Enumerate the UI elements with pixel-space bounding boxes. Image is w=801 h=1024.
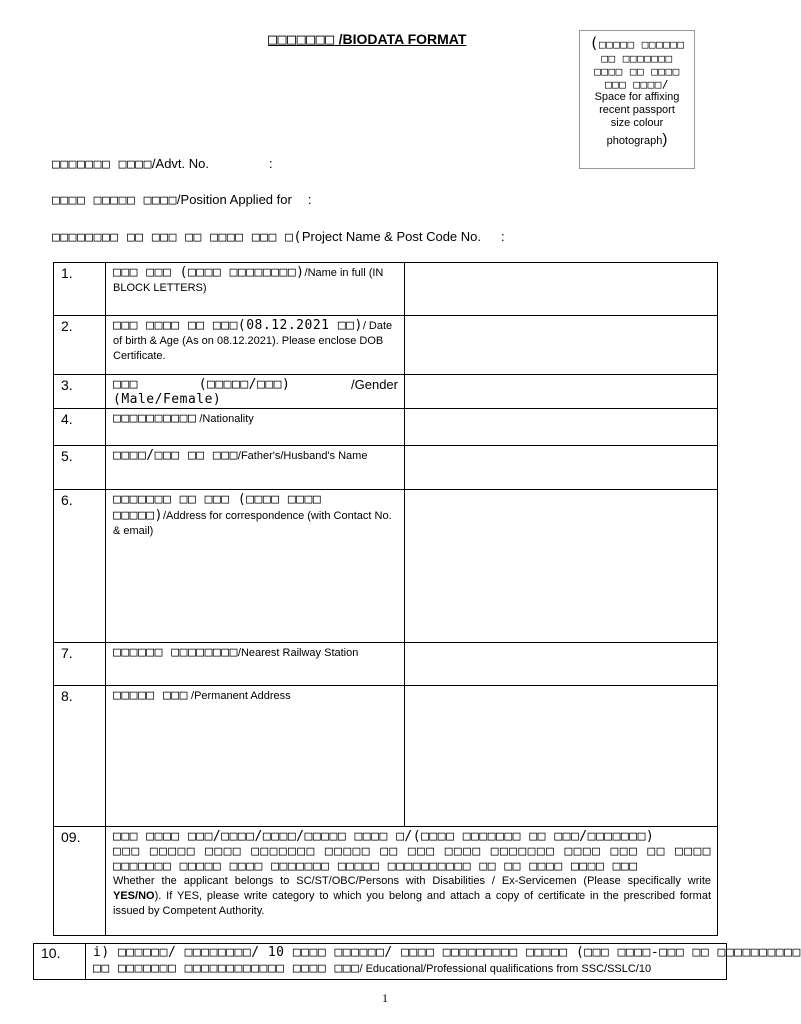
row-label	[106, 686, 405, 827]
row-label-hindi: □□□ □□□ (□□□□ □□□□□□□□)	[113, 265, 305, 280]
row-label-hindi: □□□□□□□ □□ □□□ (□□□□ □□□□ □□□□□)	[113, 492, 322, 523]
position-colon: :	[307, 192, 312, 207]
row-label-english: /Name in full (IN BLOCK LETTERS)	[113, 267, 384, 294]
row-label-hindi: □□□□/□□□ □□ □□□	[113, 448, 238, 463]
category-english-pre: Whether the applicant belongs to SC/ST/OBC/Persons with Disabilities / Ex-Servicemen (Please specifically write	[113, 875, 711, 887]
row-number: 8.	[54, 686, 106, 827]
photo-hindi-line-3: □□□□ □□ □□□□	[594, 65, 680, 78]
father-name-value-cell[interactable]	[405, 446, 718, 490]
qualification-english: / Educational/Professional qualifications from SSC/SSLC/10	[359, 963, 652, 975]
address-value-cell[interactable]	[405, 490, 718, 643]
advt-number-field	[52, 156, 273, 172]
category-hindi-line-1: □□□ □□□□ □□□/□□□□/□□□□/□□□□□ □□□□ □/(□□□□ □□□□□□□ □□ □□□/□□□□□□□)	[113, 829, 655, 844]
form-title	[268, 30, 466, 48]
row-number: 10.	[34, 944, 86, 980]
table-row	[54, 409, 718, 446]
row-label	[106, 375, 405, 409]
row-label	[106, 409, 405, 446]
gender-options-english: (Male/Female)	[113, 392, 222, 407]
dob-value-cell[interactable]	[405, 316, 718, 375]
position-english: /Position Applied for	[176, 192, 292, 207]
table-row	[54, 263, 718, 316]
advt-colon: :	[269, 156, 273, 171]
row-number: 5.	[54, 446, 106, 490]
row-label	[106, 263, 405, 316]
biodata-table	[53, 262, 718, 936]
photo-hindi-line-1: □□□□□ □□□□□□	[599, 38, 685, 51]
row-number: 4.	[54, 409, 106, 446]
row-number: 6.	[54, 490, 106, 643]
table-row	[54, 446, 718, 490]
photo-english-line-1: Space for affixing	[594, 91, 680, 103]
photo-english-line-3: size colour	[610, 117, 664, 129]
photo-open-paren: (	[589, 34, 600, 52]
category-hindi-line-2: □□□ □□□□□ □□□□ □□□□□□□ □□□□□ □□ □□□ □□□□ □□□□□□□ □□□□ □□□ □□ □□□□ □□□□□□□ □□□□□ □□□□ □□□□□□□ □□□□□ □□□□□□□□□□ □□ □□ □□□□ □□□□ □□□	[113, 844, 711, 874]
photo-hindi-line	[580, 34, 694, 52]
page-number: 1	[382, 991, 388, 1005]
row-label	[106, 446, 405, 490]
table-row	[54, 375, 718, 409]
row-label	[106, 316, 405, 375]
row-label	[106, 490, 405, 643]
qualification-line-2	[93, 961, 720, 977]
table-row	[54, 827, 718, 936]
category-english-post: ). If YES, please write category to which you belong and attach a copy of certificate in the prescribed format issued by Competent Authority.	[113, 890, 711, 917]
qualification-row-table	[33, 943, 801, 980]
row-number: 7.	[54, 643, 106, 686]
form-title-hindi: □□□□□□□	[268, 30, 335, 48]
table-row	[54, 643, 718, 686]
row-label-hindi: □□□□□□□□□□	[113, 411, 197, 426]
row-label-hindi: □□□□□ □□□	[113, 688, 188, 703]
category-question	[106, 827, 718, 936]
gender-line	[113, 377, 398, 392]
row-label-english: /Nearest Railway Station	[237, 647, 359, 659]
row-label-hindi: □□□□□□ □□□□□□□□	[113, 645, 238, 660]
gender-value-cell[interactable]	[405, 375, 718, 409]
advt-english: /Advt. No.	[151, 156, 209, 171]
photo-english-line-2: recent passport	[599, 104, 675, 116]
position-hindi: □□□□ □□□□□ □□□□	[52, 193, 177, 208]
railway-station-value-cell[interactable]	[405, 643, 718, 686]
row-label-english: /Permanent Address	[187, 690, 291, 702]
row-label-hindi: □□□ □□□□ □□ □□□(08.12.2021 □□)	[113, 318, 363, 333]
row-label-english: /Father's/Husband's Name	[237, 450, 368, 462]
category-english	[113, 874, 711, 919]
photo-hindi-line-4: □□□ □□□□/	[604, 78, 670, 91]
row-label-english: /Address for correspondence (with Contact No. & email)	[113, 510, 392, 537]
gender-english: /Gender	[351, 377, 398, 392]
photo-close-paren: )	[662, 131, 668, 148]
project-colon: :	[501, 229, 505, 244]
gender-hindi-options: (□□□□□/□□□)	[198, 377, 291, 392]
row-label-english: /Nationality	[196, 413, 254, 425]
row-label	[106, 643, 405, 686]
category-yes-no: YES/NO	[113, 890, 155, 902]
project-name-field	[52, 229, 505, 245]
project-hindi: □□□□□□□□ □□ □□□ □□ □□□□ □□□ □(	[52, 230, 302, 245]
form-title-english: /BIODATA FORMAT	[334, 31, 467, 47]
gender-hindi: □□□	[113, 377, 138, 392]
table-row	[54, 490, 718, 643]
qualification-label	[86, 944, 801, 980]
photo-english-line-4-wrap	[580, 133, 694, 148]
row-number: 2.	[54, 316, 106, 375]
row-number: 3.	[54, 375, 106, 409]
row-number: 09.	[54, 827, 106, 936]
position-applied-field	[52, 192, 311, 208]
table-row	[54, 316, 718, 375]
qualification-hindi-line-1: i) □□□□□□/ □□□□□□□□/ 10 □□□□ □□□□□□/ □□□□ □□□□□□□□□ □□□□□ (□□□ □□□□-□□□ □□ □□□□□□□□□□	[93, 945, 801, 960]
photo-english-line-4: photograph	[606, 135, 663, 147]
advt-hindi: □□□□□□□ □□□□	[52, 157, 152, 172]
nationality-value-cell[interactable]	[405, 409, 718, 446]
permanent-address-value-cell[interactable]	[405, 686, 718, 827]
project-english: Project Name & Post Code No.	[301, 229, 482, 244]
row-number: 1.	[54, 263, 106, 316]
table-row	[54, 686, 718, 827]
photo-box	[579, 30, 695, 169]
name-value-cell[interactable]	[405, 263, 718, 316]
photo-hindi-line-2: □□ □□□□□□□	[601, 52, 673, 65]
row-label-english: / Date of birth & Age (As on 08.12.2021). Please enclose DOB Certificate.	[113, 320, 393, 362]
qualification-hindi-line-2: □□ □□□□□□□ □□□□□□□□□□□□ □□□□ □□□	[93, 961, 360, 976]
table-row	[34, 944, 727, 980]
